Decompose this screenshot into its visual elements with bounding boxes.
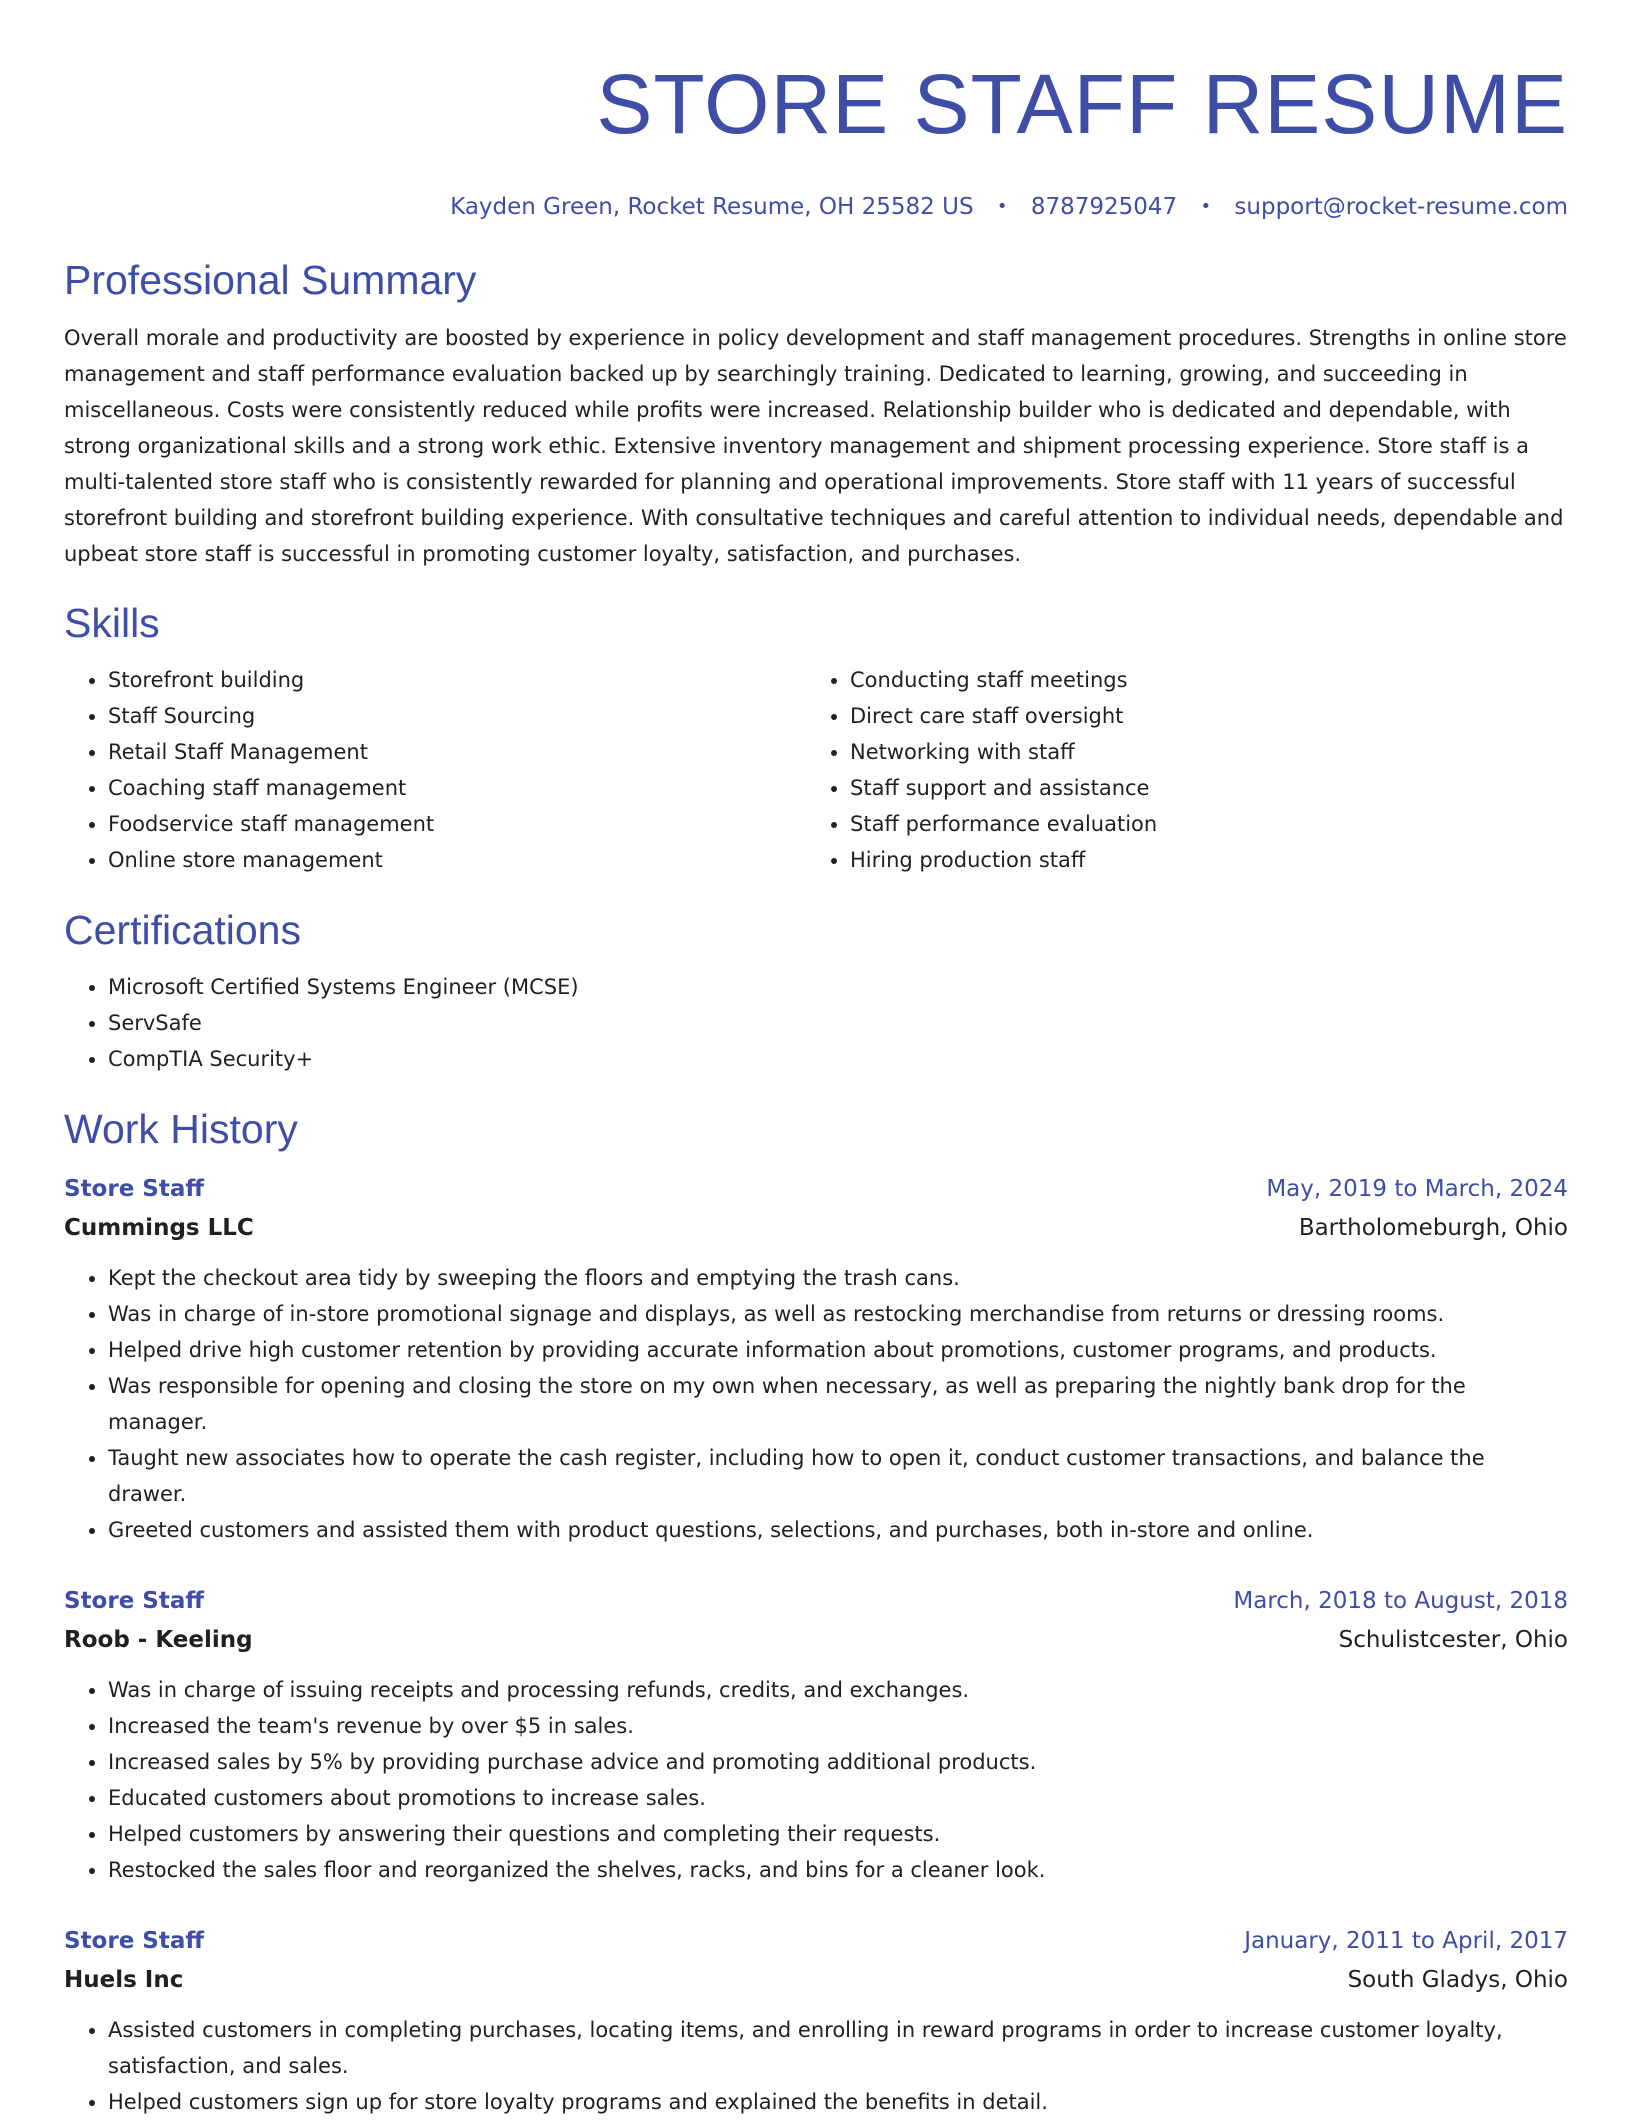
job-duty: • Increased sales by 5% by providing purchase advice and promoting additional products.: [108, 1744, 1568, 1780]
skills-list-right: [806, 662, 1548, 878]
job-location: Schulistcester, Ohio: [1338, 1627, 1568, 1653]
skill-item: • Hiring production staff: [850, 842, 1548, 878]
skill-item: • Staff Sourcing: [108, 698, 806, 734]
job-duty: • Taught new associates how to operate the cash register, including how to open it, conduct customer transactions, and balance the drawer.: [108, 1440, 1568, 1512]
certifications-heading: Certifications: [64, 907, 301, 953]
skill-item: • Online store management: [108, 842, 806, 878]
job-duty: • Educated customers about promotions to increase sales.: [108, 1780, 1568, 1816]
resume-title: STORE STAFF RESUME: [596, 57, 1568, 151]
job-location: South Gladys, Ohio: [1347, 1967, 1568, 1993]
job-duty: • Was in charge of in-store promotional signage and displays, as well as restocking merchandise from returns or dressing rooms.: [108, 1296, 1568, 1332]
contact-address: Kayden Green, Rocket Resume, OH 25582 US: [450, 194, 974, 220]
job-duty: • Was in charge of issuing receipts and processing refunds, credits, and exchanges.: [108, 1672, 1568, 1708]
skill-item: • Retail Staff Management: [108, 734, 806, 770]
skill-item: • Staff support and assistance: [850, 770, 1548, 806]
job-company: Cummings LLC: [64, 1215, 254, 1241]
certification-item: • ServSafe: [108, 1005, 1568, 1041]
job-duty: • Assisted customers in completing purchases, locating items, and enrolling in reward programs in order to increase customer loyalty, satisfaction, and sales.: [108, 2012, 1568, 2084]
job-duties: [64, 2012, 1568, 2120]
job-duty: • Greeted customers and assisted them with product questions, selections, and purchases, both in-store and online.: [108, 1512, 1568, 1548]
summary-heading: Professional Summary: [64, 257, 477, 303]
skill-item: • Networking with staff: [850, 734, 1548, 770]
job-title: Store Staff: [64, 1176, 205, 1202]
skill-item: • Coaching staff management: [108, 770, 806, 806]
job-duties: [64, 1260, 1568, 1548]
job-dates: March, 2018 to August, 2018: [1233, 1588, 1568, 1614]
job-company: Roob - Keeling: [64, 1627, 253, 1653]
job-duty: • Helped customers by answering their questions and completing their requests.: [108, 1816, 1568, 1852]
job-duties: [64, 1672, 1568, 1888]
contact-email: support@rocket-resume.com: [1234, 194, 1568, 220]
certifications-list: [64, 969, 1568, 1077]
work-history-heading: Work History: [64, 1106, 298, 1152]
skill-item: • Staff performance evaluation: [850, 806, 1548, 842]
job-entry: [64, 1922, 1568, 2120]
job-header: [64, 1922, 1568, 1960]
skills-heading: Skills: [64, 600, 160, 646]
contact-separator: •: [1200, 196, 1212, 217]
job-header: [64, 1582, 1568, 1620]
summary-text: Overall morale and productivity are boosted by experience in policy development and staff management procedures. Strengths in online store management and staff performance evaluation backed up by searchingly training. Dedicated to learning, growing, and succeeding in miscellaneous. Costs were consistently reduced while profits were increased. Relationship builder who is dedicated and dependable, with strong organizational skills and a strong work ethic. Extensive inventory management and shipment processing experience. Store staff is a multi-talented store staff who is consistently rewarded for planning and operational improvements. Store staff with 11 years of successful storefront building and storefront building experience. With consultative techniques and careful attention to individual needs, dependable and upbeat store staff is successful in promoting customer loyalty, satisfaction, and purchases.: [64, 326, 1567, 566]
contact-line: [64, 192, 1568, 222]
job-title: Store Staff: [64, 1588, 205, 1614]
job-company: Huels Inc: [64, 1967, 184, 1993]
skill-item: • Foodservice staff management: [108, 806, 806, 842]
skills-columns: [64, 662, 1568, 878]
job-entry: [64, 1582, 1568, 1888]
job-header: [64, 1170, 1568, 1208]
skill-item: • Direct care staff oversight: [850, 698, 1548, 734]
skills-list-left: [64, 662, 806, 878]
job-dates: May, 2019 to March, 2024: [1266, 1176, 1568, 1202]
job-title: Store Staff: [64, 1928, 205, 1954]
job-employer: [64, 1960, 1568, 2000]
contact-phone: 8787925047: [1030, 194, 1178, 220]
skill-item: • Storefront building: [108, 662, 806, 698]
job-employer: [64, 1208, 1568, 1248]
job-duty: • Helped drive high customer retention by providing accurate information about promotions, customer programs, and products.: [108, 1332, 1568, 1368]
certification-item: • Microsoft Certified Systems Engineer (MCSE): [108, 969, 1568, 1005]
job-entry: [64, 1170, 1568, 1548]
certification-item: • CompTIA Security+: [108, 1041, 1568, 1077]
skill-item: • Conducting staff meetings: [850, 662, 1548, 698]
contact-separator: •: [996, 196, 1008, 217]
job-duty: • Was responsible for opening and closing the store on my own when necessary, as well as preparing the nightly bank drop for the manager.: [108, 1368, 1568, 1440]
job-location: Bartholomeburgh, Ohio: [1298, 1215, 1568, 1241]
job-duty: • Increased the team's revenue by over $5 in sales.: [108, 1708, 1568, 1744]
job-duty: • Restocked the sales floor and reorganized the shelves, racks, and bins for a cleaner look.: [108, 1852, 1568, 1888]
job-duty: • Helped customers sign up for store loyalty programs and explained the benefits in detail.: [108, 2084, 1568, 2120]
job-dates: January, 2011 to April, 2017: [1244, 1928, 1568, 1954]
job-duty: • Kept the checkout area tidy by sweeping the floors and emptying the trash cans.: [108, 1260, 1568, 1296]
job-employer: [64, 1620, 1568, 1660]
